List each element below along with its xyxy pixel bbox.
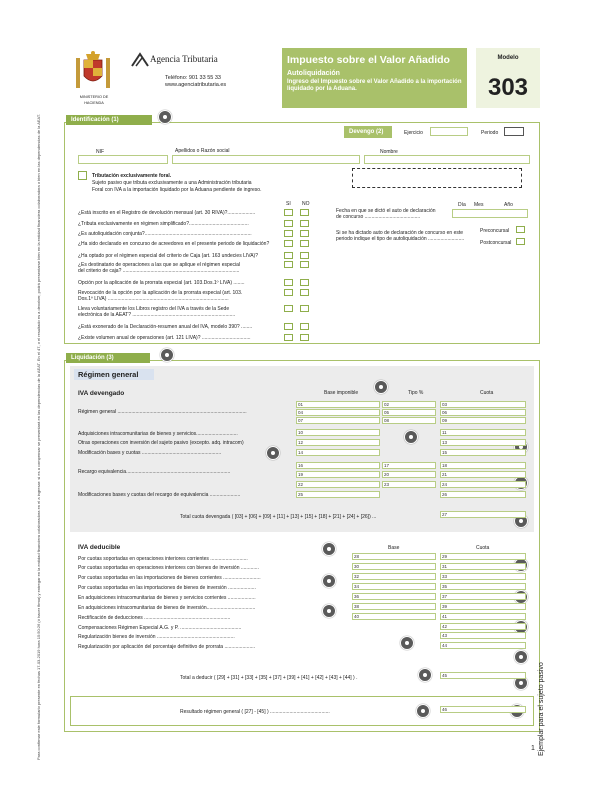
si-checkbox[interactable] — [284, 279, 293, 286]
model-label: Modelo — [497, 55, 519, 61]
code-cell[interactable]: 30 — [352, 563, 436, 570]
code-cell[interactable]: 31 — [440, 563, 526, 570]
code-cell[interactable]: 10 — [296, 429, 380, 436]
no-checkbox[interactable] — [300, 220, 309, 227]
no-checkbox[interactable] — [300, 209, 309, 216]
preconcursal-checkbox[interactable] — [516, 226, 525, 233]
nif-input[interactable] — [78, 155, 168, 164]
code-cell[interactable]: 11 — [440, 429, 526, 436]
eye-icon[interactable] — [322, 542, 336, 556]
question-label: ¿Está inscrito en el Registro de devolución mensual (art. 30 RIVA)?.................... — [78, 210, 256, 216]
code-cell[interactable]: 28 — [352, 553, 436, 560]
eye-icon[interactable] — [374, 380, 388, 394]
eye-icon[interactable] — [400, 636, 414, 650]
code-cell[interactable]: 41 — [440, 613, 526, 620]
code-cell[interactable]: 35 — [440, 583, 526, 590]
total-devengada-label: Total cuota devengada ( [03] + [06] + [09] + [11] + [13] + [15] + [18] + [21] + [24] + [26]) ... — [180, 514, 377, 520]
deducible-row-label: Regularización bienes de inversión ........................................................ — [78, 634, 235, 640]
code-cell[interactable]: 23 — [382, 481, 436, 488]
no-checkbox[interactable] — [300, 279, 309, 286]
postconcursal-checkbox[interactable] — [516, 238, 525, 245]
code-cell[interactable]: 21 — [440, 471, 526, 478]
code-cell[interactable]: 18 — [440, 462, 526, 469]
foral-line-1: Sujeto pasivo que tributa exclusivamente a una Administración tributaria — [92, 180, 252, 186]
code-cell[interactable]: 02 — [382, 401, 436, 408]
dev-row-otras: Otras operaciones con inversión del sujeto pasivo (excepto. adq. intracom) — [78, 440, 244, 446]
code-cell[interactable]: 42 — [440, 623, 526, 630]
dev-row-modificaciones-recargo: Modificaciones bases y cuotas del recargo de equivalencia ...................... — [78, 492, 241, 498]
eye-icon[interactable] — [160, 348, 174, 362]
deducible-row-label: Por cuotas soportadas en operaciones interiores corrientes ........................... — [78, 556, 248, 562]
nombre-input[interactable] — [364, 155, 530, 164]
agency-phone: Teléfono: 901 33 55 33 — [165, 75, 221, 81]
deducible-row-label: Por cuotas soportadas en operaciones interiores con bienes de inversión ............. — [78, 565, 259, 571]
apellidos-label: Apellidos o Razón social — [175, 148, 230, 154]
question-label: Opción por la aplicación de la prorrata especial (art. 103.Dos.1º LIVA) ........ — [78, 280, 245, 286]
si-label: SI — [286, 201, 291, 207]
si-checkbox[interactable] — [284, 334, 293, 341]
si-checkbox[interactable] — [284, 230, 293, 237]
resultado-label: Resultado régimen general ( [27] - [45] ) ........................................... — [180, 709, 330, 715]
deducible-row-label: Regularización por aplicación del porcentaje definitivo de prorrata ...................... — [78, 644, 256, 650]
code-cell[interactable]: 03 — [440, 401, 526, 408]
si-checkbox[interactable] — [284, 252, 293, 259]
preconcursal-label: Preconcursal — [480, 228, 510, 234]
anio-label: Año — [504, 202, 513, 208]
tipo-header: Tipo % — [408, 390, 424, 396]
question-label: Lleva voluntariamente los Libros registro del IVA a través de la Sede — [78, 306, 230, 312]
si-checkbox[interactable] — [284, 323, 293, 330]
form-subtitle: Autoliquidación — [287, 70, 340, 77]
code-cell[interactable]: 27 — [440, 511, 526, 518]
no-checkbox[interactable] — [300, 289, 309, 296]
dev-row-adquisiciones: Adquisiciones intracomunitarias de bienes y servicios.............................. — [78, 431, 238, 437]
question-label: del criterio de caja? .................................................................................... — [78, 268, 240, 274]
si-checkbox[interactable] — [284, 289, 293, 296]
code-cell[interactable]: 04 — [296, 409, 380, 416]
no-checkbox[interactable] — [300, 261, 309, 268]
dev-row-recargo: Recargo equivalencia........................................................................... — [78, 469, 231, 475]
side-legal-text: Para confirmar este formulario presente en fechas 17-03-2019 hora 15:50:26 (ó hacer firma) y entregar en la entidad financiera colaboradora en el a ingresar: si es a compensar se presentará en las dependencias de la AEAT. En el 47, o el resultado es a devolver, podrá presentarse bien en la entidad financiera colaboradora o bien en las dependencias de la AEAT. — [36, 113, 41, 760]
si-checkbox[interactable] — [284, 261, 293, 268]
code-cell[interactable]: 19 — [296, 471, 380, 478]
agency-name: Agencia Tributaria — [150, 54, 218, 64]
ejemplar-label: Ejemplar para el sujeto pasivo — [538, 662, 545, 756]
deducible-row-label: En adquisiciones intracomunitarias de bienes de inversión................................... — [78, 605, 256, 611]
page-number: 1 — [531, 745, 535, 752]
ejercicio-input[interactable] — [430, 127, 468, 136]
nif-label: NIF — [96, 149, 105, 155]
si-checkbox[interactable] — [284, 240, 293, 247]
no-label: NO — [302, 201, 310, 207]
question-label: ¿Es destinatario de operaciones a las que se aplique el régimen especial — [78, 262, 241, 268]
ministry-label: MINISTERIO DE HACIENDA — [79, 95, 109, 105]
code-cell[interactable]: 22 — [296, 481, 380, 488]
dev-row-regimen: Régimen general ............................................................................................. — [78, 409, 247, 415]
no-checkbox[interactable] — [300, 240, 309, 247]
code-cell[interactable]: 14 — [296, 449, 380, 456]
postconcursal-label: Postconcursal — [480, 240, 512, 246]
question-label: ¿Ha optado por el régimen especial del criterio de Caja (art. 163 undecies LIVA)? — [78, 253, 259, 259]
form-title: Impuesto sobre el Valor Añadido — [287, 54, 450, 66]
code-cell[interactable]: 37 — [440, 593, 526, 600]
code-cell[interactable]: 44 — [440, 642, 526, 649]
eye-icon[interactable] — [418, 668, 432, 682]
no-checkbox[interactable] — [300, 305, 309, 312]
code-cell[interactable]: 40 — [352, 613, 436, 620]
cuota-header: Cuota — [480, 390, 494, 396]
no-checkbox[interactable] — [300, 230, 309, 237]
question-label: Revocación de la opción por la aplicación de la prorrata especial (art. 103. — [78, 290, 243, 296]
iva-devengado-label: IVA devengado — [78, 390, 125, 397]
code-cell[interactable]: 26 — [440, 491, 526, 498]
deducible-row-label: Por cuotas soportadas en las importaciones de bienes corrientes ........................... — [78, 575, 261, 581]
eye-icon[interactable] — [266, 446, 280, 460]
liquidacion-tab: Liquidación (3) — [66, 353, 150, 363]
base-imponible-header: Base imponible — [324, 390, 359, 396]
deducible-row-label: En adquisiciones intracomunitarias de bienes y servicios corrientes .................... — [78, 595, 256, 601]
question-label: electrónica de la AEAT? .......................................................................... — [78, 312, 236, 318]
code-cell[interactable]: 46 — [440, 706, 526, 713]
fecha-input[interactable] — [452, 209, 528, 218]
si-checkbox[interactable] — [284, 209, 293, 216]
code-cell[interactable]: 34 — [352, 583, 436, 590]
code-cell[interactable]: 01 — [296, 401, 380, 408]
code-cell[interactable]: 16 — [296, 462, 380, 469]
code-cell[interactable]: 45 — [440, 672, 526, 679]
code-cell[interactable]: 38 — [352, 603, 436, 610]
code-cell[interactable]: 07 — [296, 417, 380, 424]
eye-icon[interactable] — [158, 110, 172, 124]
question-label: ¿Está exonerado de la Declaración-resumen anual del IVA, modelo 390? ........ — [78, 324, 253, 330]
question-label: ¿Tributa exclusivamente en régimen simplificado?........................................... — [78, 221, 249, 227]
code-cell[interactable]: 32 — [352, 573, 436, 580]
question-label: ¿Ha sido declarado en concurso de acreedores en el presente periodo de liquidación? — [78, 241, 270, 247]
eye-icon[interactable] — [322, 604, 336, 618]
periodo-input[interactable] — [504, 127, 524, 136]
base-header: Base — [388, 545, 400, 551]
code-cell[interactable]: 13 — [440, 439, 526, 446]
model-number: 303 — [487, 74, 529, 101]
periodo-label: Periodo — [481, 130, 499, 136]
code-cell[interactable]: 15 — [440, 449, 526, 456]
devengo-label: Devengo (2) — [344, 126, 392, 138]
iva-deducible-label: IVA deducible — [78, 544, 121, 551]
foral-checkbox[interactable] — [78, 171, 87, 180]
code-cell[interactable]: 24 — [440, 481, 526, 488]
eye-icon[interactable] — [514, 650, 528, 664]
code-cell[interactable]: 20 — [382, 471, 436, 478]
code-cell[interactable]: 36 — [352, 593, 436, 600]
code-cell[interactable]: 17 — [382, 462, 436, 469]
code-cell[interactable]: 25 — [296, 491, 380, 498]
regimen-general-label: Régimen general — [74, 369, 154, 380]
fecha-label-1: Fecha en que se dictó el auto de declaración — [336, 208, 436, 214]
foral-title: Tributación exclusivamente foral. — [92, 173, 172, 179]
nombre-label: Nombre — [380, 149, 398, 155]
apellidos-input[interactable] — [172, 155, 360, 164]
total-deducir-label: Total a deducir ( [29] + [31] + [33] + [35] + [37] + [39] + [41] + [42] + [43] + [44] ) . — [180, 675, 358, 681]
question-label: ¿Existe volumen anual de operaciones (art. 121 LIVA)? ................................... — [78, 335, 251, 341]
stamp-area — [352, 168, 522, 188]
code-cell[interactable]: 05 — [382, 409, 436, 416]
auto-label-1: Si se ha dictado auto de declaración de concurso en este — [336, 230, 464, 236]
question-label: Dos.1º LIVA) ....................................................................................... — [78, 296, 229, 302]
no-checkbox[interactable] — [300, 323, 309, 330]
auto-label-2: periodo indique el tipo de autoliquidación .......................... — [336, 236, 465, 242]
eye-icon[interactable] — [322, 574, 336, 588]
ejercicio-label: Ejercicio — [404, 130, 423, 136]
agency-web: www.agenciatributaria.es — [165, 82, 227, 88]
dia-label: Día — [458, 202, 466, 208]
deducible-row-label: Por cuotas soportadas en las importaciones de bienes de inversión .................... — [78, 585, 256, 591]
form-subtitle-2: Ingreso del Impuesto sobre el Valor Añadido a la importación liquidado por la Aduana. — [287, 79, 462, 92]
si-checkbox[interactable] — [284, 220, 293, 227]
code-cell[interactable]: 33 — [440, 573, 526, 580]
fecha-label-2: de concurso ........................................ — [336, 214, 421, 220]
code-cell[interactable]: 29 — [440, 553, 526, 560]
title-box — [282, 48, 467, 108]
deducible-row-label: Compensaciones Régimen Especial A.G. y P. ............................................ — [78, 625, 242, 631]
code-cell[interactable]: 08 — [382, 417, 436, 424]
dev-row-modificacion: Modificación bases y cuotas ......................................................... — [78, 450, 222, 456]
foral-line-2: Foral con IVA a la importación liquidado por la Aduana pendiente de ingreso. — [92, 187, 262, 193]
eye-icon[interactable] — [404, 430, 418, 444]
code-cell[interactable]: 06 — [440, 409, 526, 416]
mes-label: Mes — [474, 202, 484, 208]
code-cell[interactable]: 12 — [296, 439, 380, 446]
eye-icon[interactable] — [416, 704, 430, 718]
code-cell[interactable]: 39 — [440, 603, 526, 610]
cuota-ded-header: Cuota — [476, 545, 490, 551]
code-cell[interactable]: 09 — [440, 417, 526, 424]
no-checkbox[interactable] — [300, 334, 309, 341]
code-cell[interactable]: 43 — [440, 632, 526, 639]
deducible-row-label: Rectificación de deducciones .............................................................. — [78, 615, 231, 621]
identificacion-tab: Identificación (1) — [66, 115, 152, 125]
question-label: ¿Es autoliquidación conjunta?............................................................................. — [78, 231, 252, 237]
agency-logo-icon — [130, 52, 150, 68]
no-checkbox[interactable] — [300, 252, 309, 259]
si-checkbox[interactable] — [284, 305, 293, 312]
model-box — [476, 48, 540, 108]
